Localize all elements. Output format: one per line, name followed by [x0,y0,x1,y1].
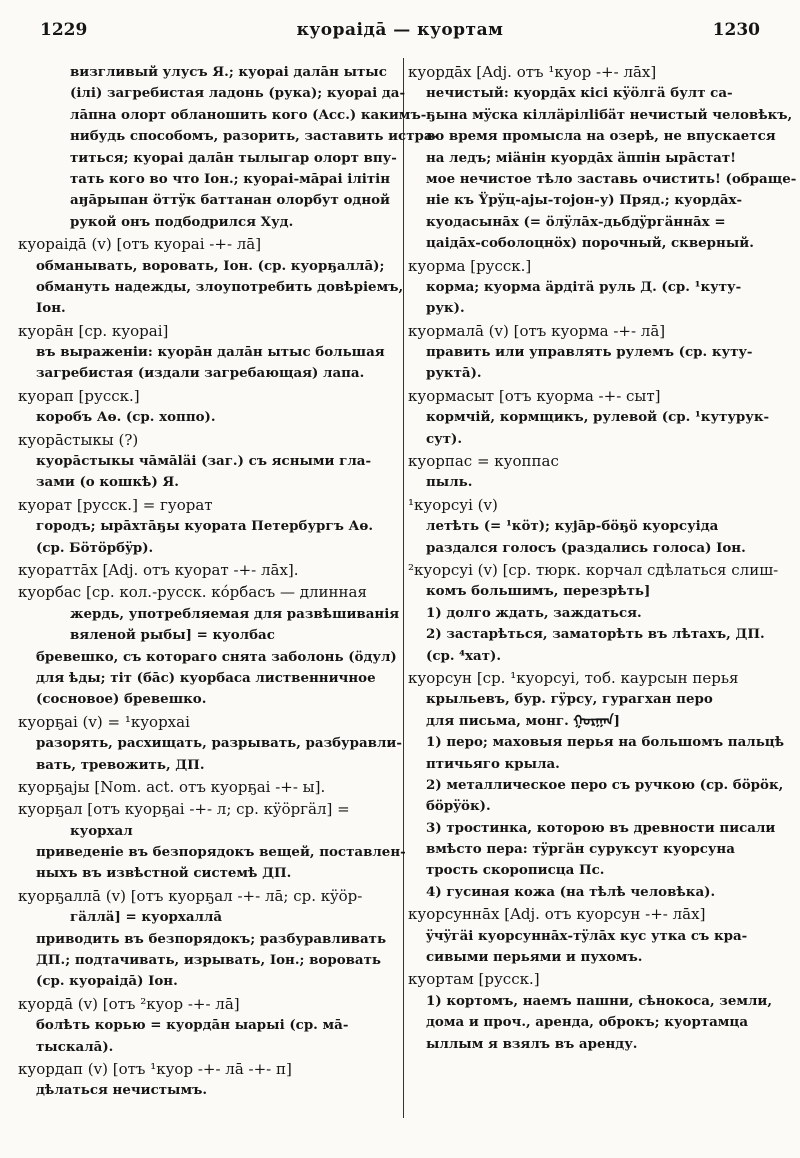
entry-text-line: вяленой рыбы] = куолбас [70,627,275,644]
entry-text-line: болѣть корью = куордāн ыарыi (ср. мā- [36,1017,349,1034]
entry-text-line: дома и проч., аренда, оброкъ; куортамца [426,1014,749,1031]
entry-text-line: (ср. куораiдā) Іон. [36,973,178,990]
entry-text-line: 1) кортомъ, наемъ пашни, сѣнокоса, земли, [426,992,773,1009]
dictionary-entry [408,256,780,320]
entry-headword-line: куорāн [ср. куораi] [18,321,169,340]
dictionary-entry [18,234,404,320]
entry-text-line: 3) тростинка, которою въ древности писали [426,819,776,836]
page-number-left: 1229 [40,20,88,40]
entry-headword-line: куорҕаjы [Nom. act. отъ куорҕаi -+- ы]. [18,777,326,796]
dictionary-entry [18,62,439,233]
entry-headword-line: ¹куорсуi (v) [408,495,498,514]
entry-text-line: ныхъ въ извѣстной системѣ ДП. [36,865,292,882]
entry-text-line: приведенiе въ безпорядокъ вещей, поставлен- [36,844,406,861]
entry-headword-line: куораттāх [Adj. отъ куорат -+- лāх]. [18,560,299,579]
entry-headword-line: куорсуннāх [Adj. отъ куорсун -+- лāх] [408,905,706,924]
entry-headword-line: куорма [русск.] [408,256,532,275]
entry-text-line: сут). [426,430,463,447]
entry-text-line: корма; куорма äрдiтä руль Д. (ср. ¹куту- [426,278,742,295]
entry-text-line: 4) гусиная кожа (на тѣлѣ человѣка). [426,883,716,900]
dictionary-entry [408,386,780,450]
entry-text-line: титься; куораi далāн тылыгар олорт впу- [70,149,397,166]
entry-text-line: сивыми перьями и пухомъ. [426,949,643,966]
entry-text-line: во время промысла на озерѣ, не впускается [426,128,776,145]
entry-text-line: приводить въ безпорядокъ; разбуравливать [36,930,387,947]
entry-text-line: 1) долго ждать, заждаться. [426,604,642,621]
dictionary-entry [408,668,785,903]
entry-text-line: руктā). [426,365,482,382]
entry-text-line: 2) металлическое перо съ ручкою (ср. бöрöк, [426,776,784,793]
entry-text-line: городъ; ырāхтāҕы куората Петербургъ Аө. [36,518,374,535]
entry-text-line: лāпна олорт обланошить кого (Acc.) какимъ- [70,106,427,123]
entry-text-line: тать кого во что Іон.; куораi-мāраi iлiтiн [70,170,391,187]
entry-text-line: 1) перо; маховыя перья на большомъ пальцѣ [426,734,785,751]
entry-text-line: крыльевъ, бур. гÿрсу, гурагхан перо [426,691,713,708]
dictionary-entry [408,904,780,968]
entry-headword-line: ²куорсуi (v) [ср. тюрк. корчал сдѣлаться слиш- [408,560,779,579]
entry-headword-line: куордā (v) [отъ ²куор -+- лā] [18,994,240,1013]
dictionary-entry [18,777,396,798]
entry-text-line: кормчiй, кормщикъ, рулевой (ср. ¹кутурук- [426,409,770,426]
entry-headword-line: куорсун [ср. ¹куорсуi, тоб. каурсын перья [408,668,739,687]
entry-text-line: трость скорописца Пс. [426,862,605,879]
entry-text-line: (ср. ⁴хат). [426,647,501,664]
entry-text-line: ыллым я взялъ въ аренду. [426,1035,638,1052]
dictionary-entry [408,560,780,667]
entry-text-line: летѣть (= ¹кöт); кујāр-бöҕö куорсуiда [426,518,719,535]
dictionary-entry [18,582,400,710]
entry-headword-line: куордāх [Adj. отъ ¹куор -+- лāх] [408,63,657,81]
entry-text-line: на ледъ; мiäнiн куордāх äппiн ырāстат! [426,149,737,166]
entry-text-line: жердь, употребляемая для развѣшиванiя [70,605,400,622]
entry-headword-line: куорāстыкы (?) [18,430,139,449]
entry-text-line: гäллä] = куорхаллā [70,909,223,926]
entry-text-line: (сосновое) бревешко. [36,691,207,708]
right-column [408,62,797,1056]
entry-text-line: комъ большимъ, перезрѣть] [426,583,651,600]
entry-text-line: куодасынāх (= öлÿлāх-дьбдÿргäннāх = [426,213,726,230]
page-header [0,16,800,46]
entry-text-line: нечистый: куордāх кiсi кÿöлгä булт са- [426,85,733,102]
entry-text-line: ДП.; подтачивать, изрывать, Іон.; воровать [36,952,381,969]
entry-text-line: для письма, монг. ᠭᠤᠷᠭᠠᠨ] [426,712,620,729]
entry-text-line: рукой онъ подбодрился Худ. [70,213,294,230]
dictionary-entry [18,560,396,581]
page-number-right: 1230 [712,20,760,40]
entry-text-line: бревешко, съ котораго снята заболонь (öдул) [36,648,397,665]
entry-text-line: ÿчÿгäi куорсуннāх-тÿлāх кус утка съ кра- [426,927,748,944]
entry-text-line: дѣлаться нечистымъ. [36,1082,208,1099]
entry-text-line: птичьяго крыла. [426,755,560,772]
entry-text-line: мое нечистое тѣло заставь очистить! (обраще- [426,170,797,187]
entry-text-line: нiе къ Ÿрÿц-аjы-тojон-у) Пряд.; куордāх- [426,192,743,209]
dictionary-entry [18,886,396,993]
dictionary-entry [18,321,396,385]
dictionary-entry [408,321,780,385]
dictionary-entry [18,994,396,1058]
entry-text-line: аӈāрыпан öттÿк баттанан олорбут одной [70,192,390,209]
entry-text-line: визгливый улусъ Я.; куораi далāн ытыс [70,64,387,80]
entry-headword-line: куорпас = куоппас [408,452,559,471]
entry-headword-line: куорат [русск.] = гуорат [18,495,213,514]
entry-text-line: пыль. [426,474,473,491]
entry-text-line: править или управлять рулемъ (ср. куту- [426,344,753,361]
entry-text-line: 2) застарѣться, заматорѣть въ лѣтахъ, ДП. [426,626,765,643]
entry-text-line: цаiдāх-соболоцнöх) порочный, скверный. [426,235,754,252]
column-divider [403,58,404,1118]
entry-headword-line: куорбас [ср. кол.-русск. кóрбасъ — длинная [18,583,367,602]
entry-text-line: обмануть надежды, злоупотребить довѣрiемъ, [36,278,404,295]
dictionary-entry [408,62,797,255]
entry-headword-line: куортам [русск.] [408,970,540,989]
entry-text-line: рук). [426,300,465,317]
dictionary-entry [408,451,780,494]
dictionary-entry [18,712,402,776]
dictionary-entry [408,495,780,559]
entry-text-line: (iлi) загребистая ладонь (рука); куораi да- [70,85,406,102]
entry-headword-line: куораiдā (v) [отъ куораi -+- лā] [18,235,262,254]
entry-text-line: вать, тревожить, ДП. [36,756,205,773]
entry-headword-line: куордап (v) [отъ ¹куор -+- лā -+- п] [18,1059,292,1078]
dictionary-entry [18,386,396,429]
entry-text-line: загребистая (издали загребающая) лапа. [36,365,365,382]
entry-headword-line: куормалā (v) [отъ куорма -+- лā] [408,321,666,340]
entry-text-line: въ выраженiи: куорāн далāн ытыс большая [36,344,385,361]
entry-text-line: зами (о кошкѣ) Я. [36,474,179,491]
entry-text-line: Іон. [36,300,66,317]
entry-text-line: раздался голосъ (раздались голоса) Іон. [426,539,746,556]
entry-headword-line: куорап [русск.] [18,386,140,405]
running-title: куораiдā — куортам [296,20,504,40]
entry-text-line: вмѣсто пера: тÿргäн суруксут куорсуна [426,841,735,858]
entry-text-line: для ѣды; тiт (бāс) куорбаса лиственничное [36,669,376,686]
entry-text-line: коробъ Аө. (ср. хоппо). [36,409,216,426]
entry-text-line: (ср. Бöтöрбÿр). [36,539,154,556]
dictionary-entry [18,799,406,885]
entry-headword-line: куормасыт [отъ куорма -+- сыт] [408,386,661,405]
entry-text-line: обманывать, воровать, Іон. (ср. куорҕаллā); [36,257,385,274]
dictionary-entry [18,430,396,494]
entry-headword-line: куорҕаллā (v) [отъ куорҕал -+- лā; ср. кÿöр- [18,886,363,905]
dictionary-entry [18,1059,396,1102]
dictionary-entry [18,495,396,559]
left-column [18,62,439,1103]
entry-headword-line: куорҕаi (v) = ¹куорхаi [18,712,190,731]
entry-text-line: куорāстыкы чāмāläi (заг.) съ ясными гла- [36,453,372,470]
entry-text-line: разорять, расхищать, разрывать, разбуравли- [36,735,402,752]
dictionary-entry [408,969,780,1055]
entry-text-line: ҕына мÿска кiллäрiлliбäт нечистый человѣкъ, [426,106,793,123]
entry-text-line: тыскалā). [36,1038,114,1055]
entry-text-line: нибудь способомъ, разорить, заставить истра- [70,128,439,145]
entry-text-line: куорхал [70,822,133,839]
entry-text-line: бöрÿöк). [426,798,491,815]
entry-headword-line: куорҕал [отъ куорҕаi -+- л; ср. кÿöргäл] = [18,800,350,819]
